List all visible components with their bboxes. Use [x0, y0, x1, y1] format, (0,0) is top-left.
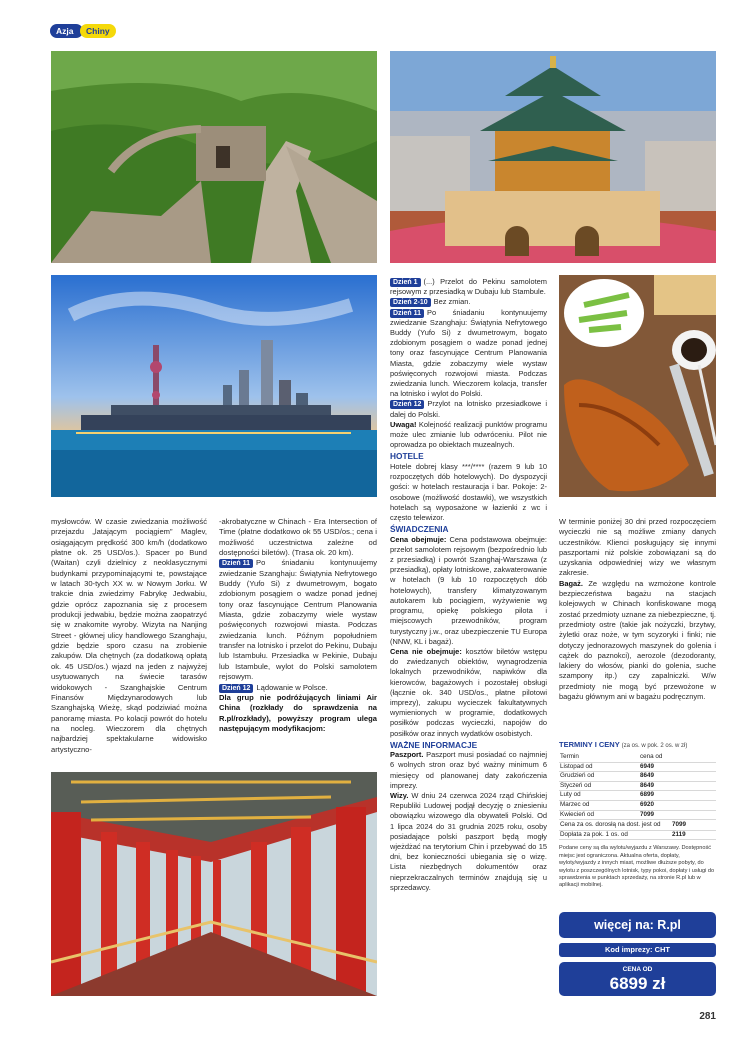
hotels-heading: HOTELE: [390, 451, 424, 462]
program-text: mysłowców. W czasie zwiedzania możliwość przejazdu „latającym pociągiem” Maglev, osiągającym prędkość 300 km/h (dodatkowo płatne ok. 25 USD/os.). Spacer po Bund (Waitan) czyli dzielnicy z neoklasycznymi budynkami przypominającymi te, powstające w latach 30-tych XX w. w Nowym Jorku. W trakcie dnia zwiedzimy Fabrykę Jedwabiu, gdzie oprócz zapoznania się z procesem produkcji jedwabiu, będzie można zaopatrzyć się w znakomite wyroby. Wizyta na Nanjing Street - głównej ulicy handlowego Szanghaju, gdzie będzie sporo czasu na zrobienie zakupów. Dla chętnych (za dodatkową opłatą ok. 45 USD/os.) wjazd na jeden z najwyżej usytuowanych na świecie tarasów widokowych - Szanghajskie Centrum Finansów Międzynarodowych lub Szanghajską Wieżę, skąd podziwiać można panoramę miasta. Po kolacji powrót do hotelu na nocleg. Wieczorem dla chętnych najbardziej spektakularne widowisko artystyczno-: [51, 517, 207, 754]
visa-info: Wizy. W dniu 24 czerwca 2024 rząd Chińskiej Republiki Ludowej podjął decyzję o zniesieniu obowiązku wizowego dla obywateli Polski. Od 1 lipca 2024 do 31 grudnia 2025 roku, osoby posiadające polski paszport będą mogły wjeżdżać na terytorium Chin i przebywać do 15 dni, bez konieczności ubiegania się o wizę. Lista niezbędnych dokumentów oraz nieprzekraczalnych terminów znajdują się u sprzedawcy.: [390, 791, 547, 892]
day-11-badge: Dzień 11: [219, 559, 253, 568]
table-row[interactable]: Grudzień od 8649: [559, 772, 716, 782]
table-row: Cena za os. dorosłą na dost. jest od 7099: [559, 821, 716, 830]
table-row[interactable]: Listopad od 6949: [559, 762, 716, 772]
page-number: 281: [699, 1011, 716, 1022]
fine-print: Podane ceny są dla wylotu/wyjazdu z Warszawy. Dostępność miejsc jest ograniczona. Aktualna oferta, dopłaty, wyloty/wyjazdy z innych miast, możliwe dłuższe pobyty, do wylotu z poszczególnych lotnisk, typy pokoi, dopłaty i usługi do sprawdzenia w punktach sprzedaży, na stronie R.pl lub w aplikacji mobilnej.: [559, 845, 715, 889]
alt-day-12-entry: [390, 399, 547, 419]
day-12-text: Lądowanie w Polsce.: [256, 682, 328, 692]
more-info-button[interactable]: więcej na: R.pl: [559, 912, 716, 938]
table-row[interactable]: Luty od 6899: [559, 791, 716, 801]
bell-tower-photo: [390, 51, 716, 263]
day-11-text: Po śniadaniu kontynuujemy zwiedzanie Szanghaju: Świątynia Nefrytowego Buddy (Yufo Si) z dwumetrowym, bogato zdobionym posągiem o wadze ponad jednej tony oraz fascynujące Centrum Planowania Miasta, gdzie zobaczymy wiele wystaw poświęconych rozwojowi miasta. Podczas zwiedzania lunch. Późnym popołudniem transfer na lotnisko i przelot do Pekinu, Dubaju lub Istambułu. Przesiadka w Pekinie, Dubaju lub Istambule, wylot do Polski samolotem rejsowym.: [219, 558, 377, 682]
table-row[interactable]: Styczeń od 8649: [559, 781, 716, 791]
price-label: CENA OD: [622, 966, 653, 973]
program-intro: -akrobatyczne w Chinach - Era Intersection of Time (płatne dodatkowo ok 55 USD/os.; cena i możliwość uczestnictwa zależne od dostępności biletów). (Trasa ok. 20 km).: [219, 517, 377, 558]
alt-day-1-entry: [390, 277, 547, 297]
terms-heading: TERMINY I CENY (za os. w pok. 2 os. w zł): [559, 740, 688, 749]
surcharge-table: [559, 821, 716, 840]
region-tag[interactable]: Azja: [50, 24, 83, 38]
price-includes: Cena obejmuje: Cena podstawowa obejmuje: przelot samolotem rejsowym (bezpośrednio lub z przesiadką) i powrót Szanghaj-Warszawa (z przesiadką), opłaty lotniskowe, zakwaterowanie w hotelach (9 lub 10 rozpoczętych dób hotelowych), transfery klimatyzowanym autokarem lub pociągiem, wyżywienie wg programu, opiekę polskiego pilota i miejscowych przewodników, program turystyczny j.w., oraz ubezpieczenie TU Europa (NNW, KL i bagaż).: [390, 534, 547, 646]
price-value: 6899 zł: [609, 974, 666, 993]
alt-day-1-badge: Dzień 1: [390, 278, 421, 287]
baggage-info: Bagaż. Ze względu na wzmożone kontrole bezpieczeństwa bagażu na stacjach kolejowych w Chinach konfiskowane mogą zostać przedmioty uznane za niebezpieczne, tj. przedmioty ostre (takie jak nożyczki, brzytwy, żyletki oraz noże, w tym scyzoryki i finki; nie dotyczy jednorazowych maszynek do golenia i cążek do paznokci), aerozole (dezodoranty, lakiery do włosów, pianki do golenia, suche szampony itp.) czy zapalniczki. W/w przedmioty nie mogą być przewożone w bagażu głównym ani w bagażu podręcznym.: [559, 578, 716, 702]
alt-day-2-10-text: Bez zmian.: [433, 297, 471, 307]
important-info-heading: WAŻNE INFORMACJE: [390, 739, 478, 750]
services-heading: ŚWIADCZENIA: [390, 524, 449, 535]
price-table-header: Termin cena od: [559, 753, 716, 762]
country-tag[interactable]: Chiny: [80, 24, 116, 38]
alt-day-2-10-badge: Dzień 2-10: [390, 298, 431, 307]
great-wall-photo: [51, 51, 377, 263]
terms-and-prices: [559, 740, 716, 890]
passport-info: Paszport. Paszport musi posiadać co najmniej 6 wolnych stron oraz być ważny minimum 6 miesięcy od planowanej daty zakończenia imprezy.: [390, 750, 547, 790]
warning-note: Uwaga! Kolejność realizacji punktów programu może ulec zmianie lub odwróceniu. Pilot nie oprowadza po obiektach muzealnych.: [390, 419, 547, 450]
program-column-3: [390, 277, 547, 893]
shanghai-skyline-photo: [51, 275, 377, 497]
alt-day-1-text: (...) Przelot do Pekinu samolotem rejsowym z przesiadką w Dubaju lub Stambule.: [390, 277, 547, 297]
alt-day-11-badge: Dzień 11: [390, 309, 424, 318]
day-12-entry: [219, 683, 377, 693]
alt-day-12-text: Przylot na lotnisko przesiadkowe i dalej do Polski.: [390, 399, 547, 419]
pavilion-photo: [51, 772, 377, 996]
price-excludes: Cena nie obejmuje: kosztów biletów wstępu do zwiedzanych obiektów, wynagrodzenia lokalnych przewodników, napiwków dla kierowców, bagażowych i pozostałej obsługi (łącznie ok. 340 USD/os., płatne pilotowi imprezy), zakupu wycieczek fakultatywnych wymienionych w programie, dodatkowych posiłków podczas wycieczki, napojów do posiłków oraz innych wydatków osobistych.: [390, 646, 547, 738]
price-table: [559, 753, 716, 820]
info-column-4: [559, 517, 716, 702]
price-badge[interactable]: [559, 962, 716, 996]
table-row[interactable]: Marzec od 6920: [559, 800, 716, 810]
table-row: Dopłata za pok. 1 os. od 2119: [559, 830, 716, 840]
alt-day-2-10-entry: [390, 297, 547, 307]
peking-duck-photo: [559, 275, 716, 497]
hotels-text: Hotele dobrej klasy ***/**** (razem 9 lub 10 rozpoczętych dób hotelowych). Do dyspozycji gości: w hotelach restauracja i bar. Pokoje: 2-osobowe (możliwość dostawki), we wszystkich hotelach są wyposażone w łazienki z wc i często telewizor.: [390, 461, 547, 522]
day-11-entry: [219, 558, 377, 682]
alt-day-11-entry: [390, 308, 547, 400]
modification-note: Dla grup nie podróżujących liniami Air China (rozkłady do sprawdzenia na R.pl/rozkłady), powyższy program ulega następującym modyfikacjom:: [219, 692, 377, 733]
program-column-1: [51, 517, 207, 755]
tour-code-badge: Kod imprezy: CHT: [559, 943, 716, 957]
day-12-badge: Dzień 12: [219, 684, 253, 693]
table-row[interactable]: Kwiecień od 7099: [559, 810, 716, 820]
alt-day-12-badge: Dzień 12: [390, 400, 424, 409]
alt-day-11-text: Po śniadaniu kontynuujemy zwiedzanie Szanghaju: Świątynia Nefrytowego Buddy (Yufo Si) z dwumetrowym, bogato zdobionym posągiem o wadze ponad jednej tony oraz fascynujące Centrum Planowania Miasta, gdzie zobaczymy wiele wystaw poświęconych rozwojowi miasta. Podczas zwiedzania lunch. Wieczorem kolacja, transfer na lotnisko i wylot do Polski.: [390, 307, 547, 399]
data-change-info: W terminie poniżej 30 dni przed rozpoczęciem wycieczki nie są możliwe zmiany danych uczestników. Klienci posługujący się innymi paszportami niż polskie zobowiązani są do uzyskania odpowiedniej wizy we własnym zakresie.: [559, 517, 716, 578]
program-column-2: [219, 517, 377, 734]
